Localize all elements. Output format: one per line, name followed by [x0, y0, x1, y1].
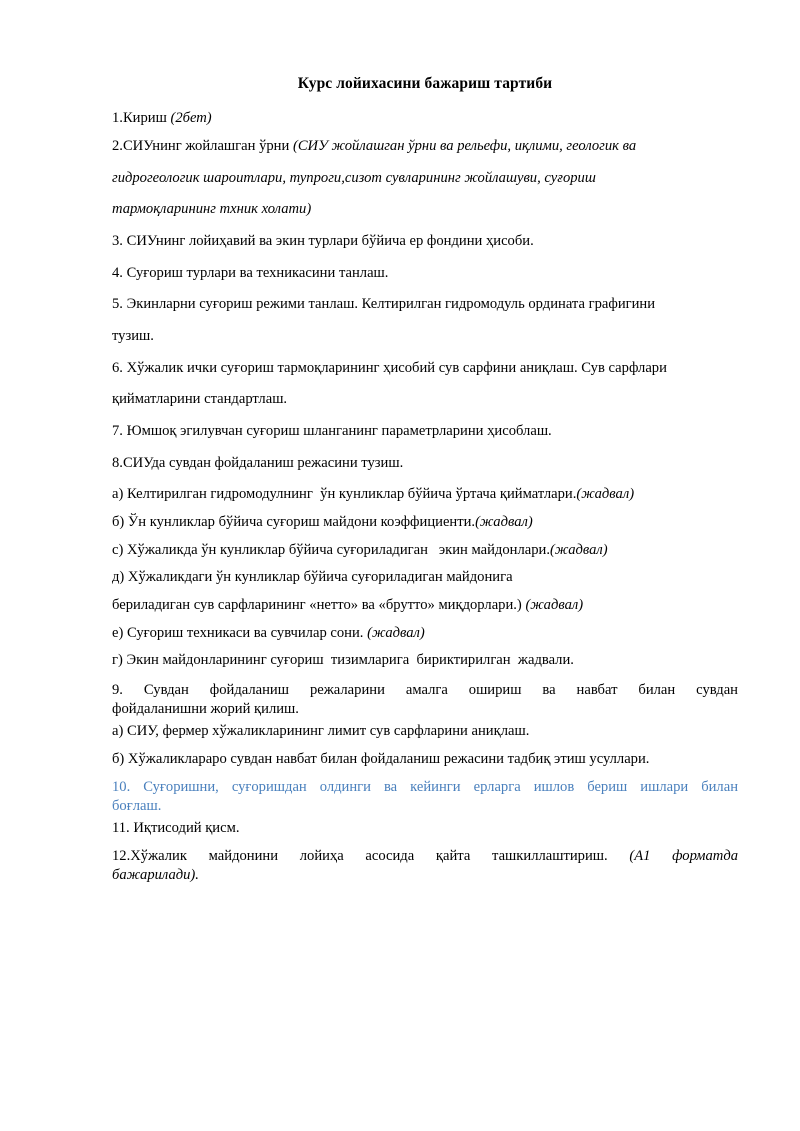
list-item-7: 7. Юмшоқ эгилувчан суғориш шланганинг параметрларини ҳисоблаш.	[112, 423, 552, 440]
item-2-text: 2.СИУнинг жойлашган ўрни	[112, 138, 293, 155]
item-12-text: 12.Хўжалик майдонини лойиҳа асосида қайта ташкиллаштириш.	[112, 847, 630, 864]
sub-item-a-note: (жадвал)	[576, 486, 635, 503]
item-2-note-line-1: (СИУ жойлашган ўрни ва рельефи, иқлими, геологик ва	[292, 138, 637, 155]
sub-item-e	[112, 624, 738, 643]
document-body	[112, 74, 738, 884]
list-item-9-line-2: фойдаланишни жорий қилиш.	[112, 700, 299, 717]
list-item-5-line-2: тузиш.	[112, 328, 154, 345]
list-item-9-line-1: 9. Сувдан фойдаланиш режаларини амалга ошириш ва навбат билан сувдан	[112, 682, 738, 699]
list-item-6-line-1: 6. Хўжалик ички суғориш тармоқларининг ҳисобий сув сарфини аниқлаш. Сув сарфлари	[112, 359, 667, 376]
sub-item-c	[112, 541, 738, 560]
sub-item-g: г) Экин майдонларининг суғориш тизимларига бириктирилган жадвали.	[112, 652, 574, 669]
page-title: Курс лойихасини бажариш тартиби	[297, 75, 553, 92]
sub-item-b-text: б) Ўн кунликлар бўйича суғориш майдони коэффициенти.	[112, 514, 476, 531]
list-item-1	[112, 109, 738, 128]
sub-item-b	[112, 513, 738, 532]
sub-item-c-note: (жадвал)	[549, 541, 608, 558]
item-12-note-line-1: (А1 форматда	[629, 847, 738, 864]
list-item-2-line-2: гидрогеологик шароитлари, тупроги,сизот сувларининг жойлашуви, суғориш	[112, 169, 596, 186]
list-item-2-line-1	[112, 137, 738, 156]
list-item-10-line-1: 10. Суғоришни, суғоришдан олдинги ва кейинги ерларга ишлов бериш ишлари билан	[112, 778, 738, 795]
list-item-12-line-2: бажарилади).	[112, 866, 199, 883]
sub-item-e-note: (жадвал)	[367, 624, 425, 641]
list-item-6-line-2: қийматларини стандартлаш.	[112, 391, 288, 408]
item-1-note: (2бет)	[170, 110, 212, 127]
sub-item-c-text: с) Хўжаликда ўн кунликлар бўйича суғориладиган экин майдонлари.	[112, 541, 550, 558]
item-1-text: 1.Кириш	[112, 110, 171, 127]
list-item-9-sub-a: а) СИУ, фермер хўжаликларининг лимит сув сарфларини аниқлаш.	[112, 723, 530, 740]
list-item-12-line-1	[112, 847, 738, 866]
list-item-10-line-2: боғлаш.	[112, 797, 162, 814]
list-item-2-line-3: тармоқларининг тхник холати)	[112, 201, 312, 218]
sub-item-a-text: а) Келтирилган гидромодулнинг ўн кунликлар бўйича ўртача қийматлари.	[112, 486, 577, 503]
paragraph-gap	[112, 670, 738, 681]
list-item-8: 8.СИУда сувдан фойдаланиш режасини тузиш.	[112, 454, 404, 471]
sub-item-d-line-2	[112, 596, 738, 615]
sub-item-e-text: е) Суғориш техникаси ва сувчилар сони.	[112, 624, 368, 641]
sub-item-d-line-1: д) Хўжаликдаги ўн кунликлар бўйича суғориладиган майдонига	[112, 569, 513, 586]
list-item-9-sub-b: б) Хўжаликлараро сувдан навбат билан фойдаланиш режасини тадбиқ этиш усуллари.	[112, 751, 650, 768]
list-item-11: 11. Иқтисодий қисм.	[112, 820, 240, 837]
sub-item-b-note: (жадвал)	[475, 514, 533, 531]
sub-item-d-text: бериладиган сув сарфларининг «нетто» ва «брутто» миқдорлари.)	[112, 597, 522, 614]
sub-item-a	[112, 485, 738, 504]
list-item-3: 3. СИУнинг лойиҳавий ва экин турлари бўйича ер фондини ҳисоби.	[112, 233, 534, 250]
sub-item-d-note: (жадвал)	[521, 597, 584, 614]
list-item-4: 4. Суғориш турлари ва техникасини танлаш.	[112, 264, 389, 281]
list-item-5-line-1: 5. Экинларни суғориш режими танлаш. Келтирилган гидромодуль ордината графигини	[112, 296, 656, 313]
